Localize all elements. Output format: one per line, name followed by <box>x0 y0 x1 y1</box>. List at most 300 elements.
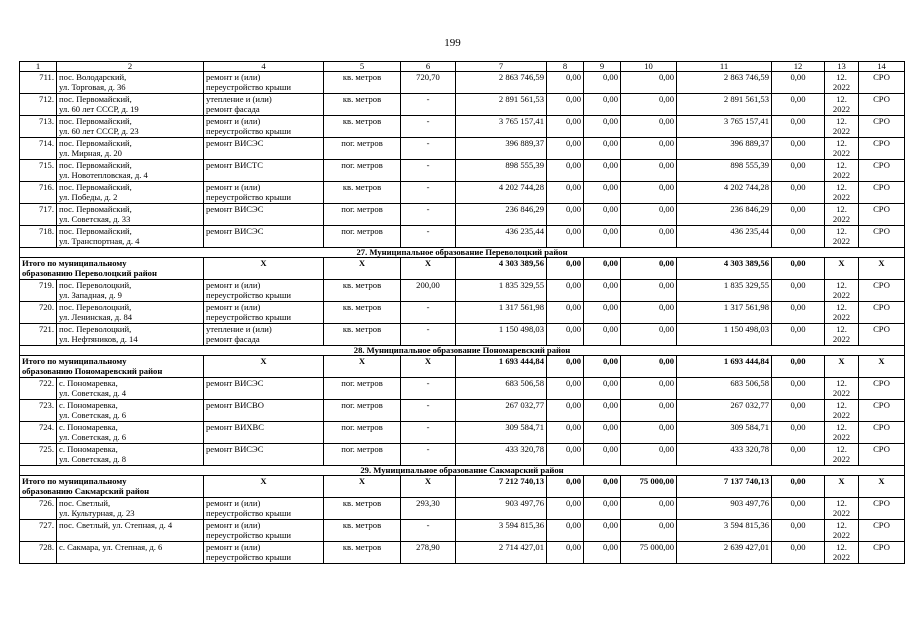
quantity: - <box>401 138 456 160</box>
row-number: 720. <box>20 302 57 324</box>
col-12: 0,00 <box>772 226 825 248</box>
col-9: 0,00 <box>584 94 621 116</box>
completion-month: 12. 2022 <box>825 72 859 94</box>
col-10: 0,00 <box>621 258 677 280</box>
col-10: 0,00 <box>621 280 677 302</box>
col-12: 0,00 <box>772 182 825 204</box>
quantity: - <box>401 400 456 422</box>
col-8: 0,00 <box>547 160 584 182</box>
total-cost: 898 555,39 <box>456 160 547 182</box>
contractor: СРО <box>859 324 905 346</box>
col-12: 0,00 <box>772 258 825 280</box>
row-number: 711. <box>20 72 57 94</box>
col-11: 898 555,39 <box>677 160 772 182</box>
unit: кв. метров <box>324 94 401 116</box>
unit: пог. метров <box>324 444 401 466</box>
col-12: 0,00 <box>772 422 825 444</box>
work-type: ремонт и (или) переустройство крыши <box>204 302 324 324</box>
col-11: 4 303 389,56 <box>677 258 772 280</box>
address: с. Пономаревка, ул. Советская, д. 8 <box>57 444 204 466</box>
column-header-7: 7 <box>456 62 547 72</box>
column-header-8: 8 <box>547 62 584 72</box>
completion-month: 12. 2022 <box>825 520 859 542</box>
address: пос. Переволоцкий, ул. Ленинская, д. 84 <box>57 302 204 324</box>
quantity: 200,00 <box>401 280 456 302</box>
unit: кв. метров <box>324 324 401 346</box>
unit: кв. метров <box>324 520 401 542</box>
x-mark: X <box>825 476 859 498</box>
quantity: 720,70 <box>401 72 456 94</box>
section-title: 27. Муниципальное образование Переволоцкий район <box>20 248 905 258</box>
completion-month: 12. 2022 <box>825 116 859 138</box>
unit: кв. метров <box>324 182 401 204</box>
col-10: 0,00 <box>621 498 677 520</box>
col-10: 0,00 <box>621 422 677 444</box>
contractor: СРО <box>859 378 905 400</box>
unit: кв. метров <box>324 280 401 302</box>
total-cost: 396 889,37 <box>456 138 547 160</box>
unit: кв. метров <box>324 542 401 564</box>
table-row <box>20 378 905 400</box>
table-row <box>20 444 905 466</box>
address: пос. Светлый, ул. Культурная, д. 23 <box>57 498 204 520</box>
contractor: СРО <box>859 138 905 160</box>
contractor: СРО <box>859 72 905 94</box>
quantity: - <box>401 302 456 324</box>
address: пос. Первомайский, ул. 60 лет СССР, д. 23 <box>57 116 204 138</box>
col-12: 0,00 <box>772 324 825 346</box>
x-mark: X <box>204 258 324 280</box>
col-8: 0,00 <box>547 400 584 422</box>
col-12: 0,00 <box>772 94 825 116</box>
row-number: 725. <box>20 444 57 466</box>
col-10: 0,00 <box>621 116 677 138</box>
col-11: 436 235,44 <box>677 226 772 248</box>
address: пос. Первомайский, ул. Победы, д. 2 <box>57 182 204 204</box>
row-number: 712. <box>20 94 57 116</box>
col-10: 0,00 <box>621 400 677 422</box>
col-11: 309 584,71 <box>677 422 772 444</box>
completion-month: 12. 2022 <box>825 498 859 520</box>
row-number: 721. <box>20 324 57 346</box>
quantity: 278,90 <box>401 542 456 564</box>
subtotal-label: Итого по муниципальному образованию Пономаревский район <box>20 356 204 378</box>
total-cost: 3 765 157,41 <box>456 116 547 138</box>
total-cost: 2 891 561,53 <box>456 94 547 116</box>
col-8: 0,00 <box>547 138 584 160</box>
total-cost: 2 714 427,01 <box>456 542 547 564</box>
x-mark: X <box>859 356 905 378</box>
work-type: ремонт ВИСЭС <box>204 204 324 226</box>
completion-month: 12. 2022 <box>825 422 859 444</box>
col-8: 0,00 <box>547 72 584 94</box>
unit: кв. метров <box>324 302 401 324</box>
completion-month: 12. 2022 <box>825 542 859 564</box>
quantity: 293,30 <box>401 498 456 520</box>
total-cost: 683 506,58 <box>456 378 547 400</box>
work-type: ремонт и (или) переустройство крыши <box>204 116 324 138</box>
quantity: - <box>401 226 456 248</box>
col-11: 1 150 498,03 <box>677 324 772 346</box>
completion-month: 12. 2022 <box>825 226 859 248</box>
table-row <box>20 116 905 138</box>
column-header-6: 6 <box>401 62 456 72</box>
col-9: 0,00 <box>584 378 621 400</box>
table-row <box>20 160 905 182</box>
col-8: 0,00 <box>547 116 584 138</box>
col-11: 267 032,77 <box>677 400 772 422</box>
x-mark: X <box>204 356 324 378</box>
quantity: - <box>401 324 456 346</box>
col-10: 0,00 <box>621 520 677 542</box>
contractor: СРО <box>859 160 905 182</box>
col-9: 0,00 <box>584 422 621 444</box>
col-8: 0,00 <box>547 94 584 116</box>
contractor: СРО <box>859 116 905 138</box>
total-cost: 436 235,44 <box>456 226 547 248</box>
total-cost: 2 863 746,59 <box>456 72 547 94</box>
col-11: 433 320,78 <box>677 444 772 466</box>
col-8: 0,00 <box>547 498 584 520</box>
section-title: 28. Муниципальное образование Пономаревский район <box>20 346 905 356</box>
row-number: 727. <box>20 520 57 542</box>
subtotal-row <box>20 258 905 280</box>
col-11: 236 846,29 <box>677 204 772 226</box>
work-type: ремонт ВИСЭС <box>204 226 324 248</box>
unit: пог. метров <box>324 378 401 400</box>
col-12: 0,00 <box>772 138 825 160</box>
total-cost: 433 320,78 <box>456 444 547 466</box>
work-type: ремонт и (или) переустройство крыши <box>204 72 324 94</box>
total-cost: 1 693 444,84 <box>456 356 547 378</box>
completion-month: 12. 2022 <box>825 444 859 466</box>
col-11: 2 891 561,53 <box>677 94 772 116</box>
table-row <box>20 280 905 302</box>
work-type: утепление и (или) ремонт фасада <box>204 94 324 116</box>
col-11: 903 497,76 <box>677 498 772 520</box>
total-cost: 4 303 389,56 <box>456 258 547 280</box>
section-header-row <box>20 346 905 356</box>
work-type: ремонт и (или) переустройство крыши <box>204 542 324 564</box>
completion-month: 12. 2022 <box>825 182 859 204</box>
col-11: 4 202 744,28 <box>677 182 772 204</box>
row-number: 719. <box>20 280 57 302</box>
col-11: 7 137 740,13 <box>677 476 772 498</box>
total-cost: 3 594 815,36 <box>456 520 547 542</box>
row-number: 717. <box>20 204 57 226</box>
col-9: 0,00 <box>584 498 621 520</box>
col-8: 0,00 <box>547 542 584 564</box>
row-number: 713. <box>20 116 57 138</box>
col-8: 0,00 <box>547 324 584 346</box>
address: пос. Первомайский, ул. Транспортная, д. 4 <box>57 226 204 248</box>
col-12: 0,00 <box>772 72 825 94</box>
col-12: 0,00 <box>772 444 825 466</box>
subtotal-label: Итого по муниципальному образованию Сакмарский район <box>20 476 204 498</box>
col-11: 3 594 815,36 <box>677 520 772 542</box>
x-mark: X <box>324 356 401 378</box>
col-9: 0,00 <box>584 72 621 94</box>
col-12: 0,00 <box>772 520 825 542</box>
table-row <box>20 422 905 444</box>
col-9: 0,00 <box>584 356 621 378</box>
contractor: СРО <box>859 280 905 302</box>
quantity: - <box>401 520 456 542</box>
col-9: 0,00 <box>584 160 621 182</box>
x-mark: X <box>401 356 456 378</box>
completion-month: 12. 2022 <box>825 204 859 226</box>
work-type: ремонт и (или) переустройство крыши <box>204 280 324 302</box>
col-9: 0,00 <box>584 138 621 160</box>
col-10: 0,00 <box>621 356 677 378</box>
col-10: 0,00 <box>621 138 677 160</box>
contractor: СРО <box>859 444 905 466</box>
contractor: СРО <box>859 422 905 444</box>
capital-repair-table <box>19 61 905 564</box>
contractor: СРО <box>859 400 905 422</box>
col-11: 2 639 427,01 <box>677 542 772 564</box>
quantity: - <box>401 116 456 138</box>
x-mark: X <box>859 476 905 498</box>
x-mark: X <box>825 258 859 280</box>
col-9: 0,00 <box>584 324 621 346</box>
quantity: - <box>401 182 456 204</box>
unit: кв. метров <box>324 116 401 138</box>
completion-month: 12. 2022 <box>825 378 859 400</box>
contractor: СРО <box>859 542 905 564</box>
address: с. Пономаревка, ул. Советская, д. 6 <box>57 400 204 422</box>
address: пос. Первомайский, ул. Мирная, д. 20 <box>57 138 204 160</box>
work-type: ремонт и (или) переустройство крыши <box>204 182 324 204</box>
col-11: 1 835 329,55 <box>677 280 772 302</box>
completion-month: 12. 2022 <box>825 400 859 422</box>
quantity: - <box>401 94 456 116</box>
total-cost: 1 317 561,98 <box>456 302 547 324</box>
unit: пог. метров <box>324 226 401 248</box>
column-header-11: 11 <box>677 62 772 72</box>
total-cost: 4 202 744,28 <box>456 182 547 204</box>
col-9: 0,00 <box>584 520 621 542</box>
unit: пог. метров <box>324 422 401 444</box>
col-9: 0,00 <box>584 280 621 302</box>
col-9: 0,00 <box>584 226 621 248</box>
table-row <box>20 400 905 422</box>
col-11: 1 693 444,84 <box>677 356 772 378</box>
completion-month: 12. 2022 <box>825 94 859 116</box>
work-type: ремонт ВИХВС <box>204 422 324 444</box>
subtotal-row <box>20 476 905 498</box>
subtotal-row <box>20 356 905 378</box>
address: пос. Володарский, ул. Торговая, д. 36 <box>57 72 204 94</box>
x-mark: X <box>324 476 401 498</box>
total-cost: 236 846,29 <box>456 204 547 226</box>
row-number: 722. <box>20 378 57 400</box>
address: пос. Первомайский, ул. Новотепловская, д. 4 <box>57 160 204 182</box>
work-type: ремонт ВИСЭС <box>204 138 324 160</box>
completion-month: 12. 2022 <box>825 280 859 302</box>
col-10: 75 000,00 <box>621 542 677 564</box>
col-10: 75 000,00 <box>621 476 677 498</box>
row-number: 728. <box>20 542 57 564</box>
col-9: 0,00 <box>584 444 621 466</box>
address: пос. Светлый, ул. Степная, д. 4 <box>57 520 204 542</box>
total-cost: 1 150 498,03 <box>456 324 547 346</box>
column-header-5: 5 <box>324 62 401 72</box>
col-10: 0,00 <box>621 444 677 466</box>
page-number: 199 <box>444 37 461 49</box>
row-number: 714. <box>20 138 57 160</box>
col-9: 0,00 <box>584 542 621 564</box>
x-mark: X <box>401 476 456 498</box>
col-9: 0,00 <box>584 400 621 422</box>
subtotal-label: Итого по муниципальному образованию Переволоцкий район <box>20 258 204 280</box>
column-header-2: 2 <box>57 62 204 72</box>
unit: кв. метров <box>324 498 401 520</box>
quantity: - <box>401 422 456 444</box>
unit: пог. метров <box>324 204 401 226</box>
column-header-13: 13 <box>825 62 859 72</box>
address: пос. Переволоцкий, ул. Нефтяников, д. 14 <box>57 324 204 346</box>
table-row <box>20 182 905 204</box>
work-type: ремонт ВИСЭС <box>204 378 324 400</box>
quantity: - <box>401 204 456 226</box>
x-mark: X <box>401 258 456 280</box>
unit: пог. метров <box>324 138 401 160</box>
header-row <box>20 62 905 72</box>
unit: кв. метров <box>324 72 401 94</box>
contractor: СРО <box>859 94 905 116</box>
quantity: - <box>401 444 456 466</box>
contractor: СРО <box>859 182 905 204</box>
col-12: 0,00 <box>772 498 825 520</box>
col-8: 0,00 <box>547 520 584 542</box>
col-8: 0,00 <box>547 378 584 400</box>
contractor: СРО <box>859 520 905 542</box>
completion-month: 12. 2022 <box>825 302 859 324</box>
address: с. Сакмара, ул. Степная, д. 6 <box>57 542 204 564</box>
quantity: - <box>401 160 456 182</box>
completion-month: 12. 2022 <box>825 160 859 182</box>
row-number: 716. <box>20 182 57 204</box>
col-12: 0,00 <box>772 356 825 378</box>
col-8: 0,00 <box>547 204 584 226</box>
col-10: 0,00 <box>621 302 677 324</box>
col-8: 0,00 <box>547 280 584 302</box>
contractor: СРО <box>859 302 905 324</box>
col-11: 683 506,58 <box>677 378 772 400</box>
table-row <box>20 94 905 116</box>
table-row <box>20 302 905 324</box>
col-11: 1 317 561,98 <box>677 302 772 324</box>
work-type: ремонт ВИСВО <box>204 400 324 422</box>
total-cost: 309 584,71 <box>456 422 547 444</box>
completion-month: 12. 2022 <box>825 138 859 160</box>
col-9: 0,00 <box>584 116 621 138</box>
total-cost: 903 497,76 <box>456 498 547 520</box>
table-row <box>20 204 905 226</box>
column-header-14: 14 <box>859 62 905 72</box>
quantity: - <box>401 378 456 400</box>
section-header-row <box>20 466 905 476</box>
table-row <box>20 226 905 248</box>
row-number: 726. <box>20 498 57 520</box>
col-8: 0,00 <box>547 226 584 248</box>
total-cost: 1 835 329,55 <box>456 280 547 302</box>
col-11: 3 765 157,41 <box>677 116 772 138</box>
row-number: 715. <box>20 160 57 182</box>
table-row <box>20 520 905 542</box>
col-8: 0,00 <box>547 422 584 444</box>
address: с. Пономаревка, ул. Советская, д. 4 <box>57 378 204 400</box>
work-type: ремонт и (или) переустройство крыши <box>204 498 324 520</box>
table-row <box>20 324 905 346</box>
col-11: 396 889,37 <box>677 138 772 160</box>
contractor: СРО <box>859 498 905 520</box>
table-row <box>20 72 905 94</box>
total-cost: 7 212 740,13 <box>456 476 547 498</box>
total-cost: 267 032,77 <box>456 400 547 422</box>
col-8: 0,00 <box>547 182 584 204</box>
col-9: 0,00 <box>584 204 621 226</box>
table-row <box>20 138 905 160</box>
column-header-1: 1 <box>20 62 57 72</box>
row-number: 723. <box>20 400 57 422</box>
col-10: 0,00 <box>621 204 677 226</box>
table-row <box>20 542 905 564</box>
address: пос. Первомайский, ул. 60 лет СССР, д. 19 <box>57 94 204 116</box>
col-10: 0,00 <box>621 72 677 94</box>
x-mark: X <box>859 258 905 280</box>
col-12: 0,00 <box>772 476 825 498</box>
column-header-12: 12 <box>772 62 825 72</box>
col-10: 0,00 <box>621 226 677 248</box>
x-mark: X <box>324 258 401 280</box>
col-10: 0,00 <box>621 324 677 346</box>
col-8: 0,00 <box>547 476 584 498</box>
col-10: 0,00 <box>621 160 677 182</box>
section-title: 29. Муниципальное образование Сакмарский район <box>20 466 905 476</box>
col-12: 0,00 <box>772 400 825 422</box>
work-type: утепление и (или) ремонт фасада <box>204 324 324 346</box>
col-8: 0,00 <box>547 356 584 378</box>
col-12: 0,00 <box>772 280 825 302</box>
col-9: 0,00 <box>584 302 621 324</box>
work-type: ремонт ВИСЭС <box>204 444 324 466</box>
col-10: 0,00 <box>621 182 677 204</box>
column-header-9: 9 <box>584 62 621 72</box>
col-9: 0,00 <box>584 476 621 498</box>
contractor: СРО <box>859 204 905 226</box>
table-row <box>20 498 905 520</box>
col-8: 0,00 <box>547 258 584 280</box>
col-9: 0,00 <box>584 182 621 204</box>
col-9: 0,00 <box>584 258 621 280</box>
contractor: СРО <box>859 226 905 248</box>
col-8: 0,00 <box>547 302 584 324</box>
col-11: 2 863 746,59 <box>677 72 772 94</box>
col-10: 0,00 <box>621 378 677 400</box>
row-number: 718. <box>20 226 57 248</box>
column-header-4: 4 <box>204 62 324 72</box>
unit: пог. метров <box>324 160 401 182</box>
row-number: 724. <box>20 422 57 444</box>
col-8: 0,00 <box>547 444 584 466</box>
x-mark: X <box>204 476 324 498</box>
unit: пог. метров <box>324 400 401 422</box>
col-12: 0,00 <box>772 160 825 182</box>
completion-month: 12. 2022 <box>825 324 859 346</box>
column-header-10: 10 <box>621 62 677 72</box>
